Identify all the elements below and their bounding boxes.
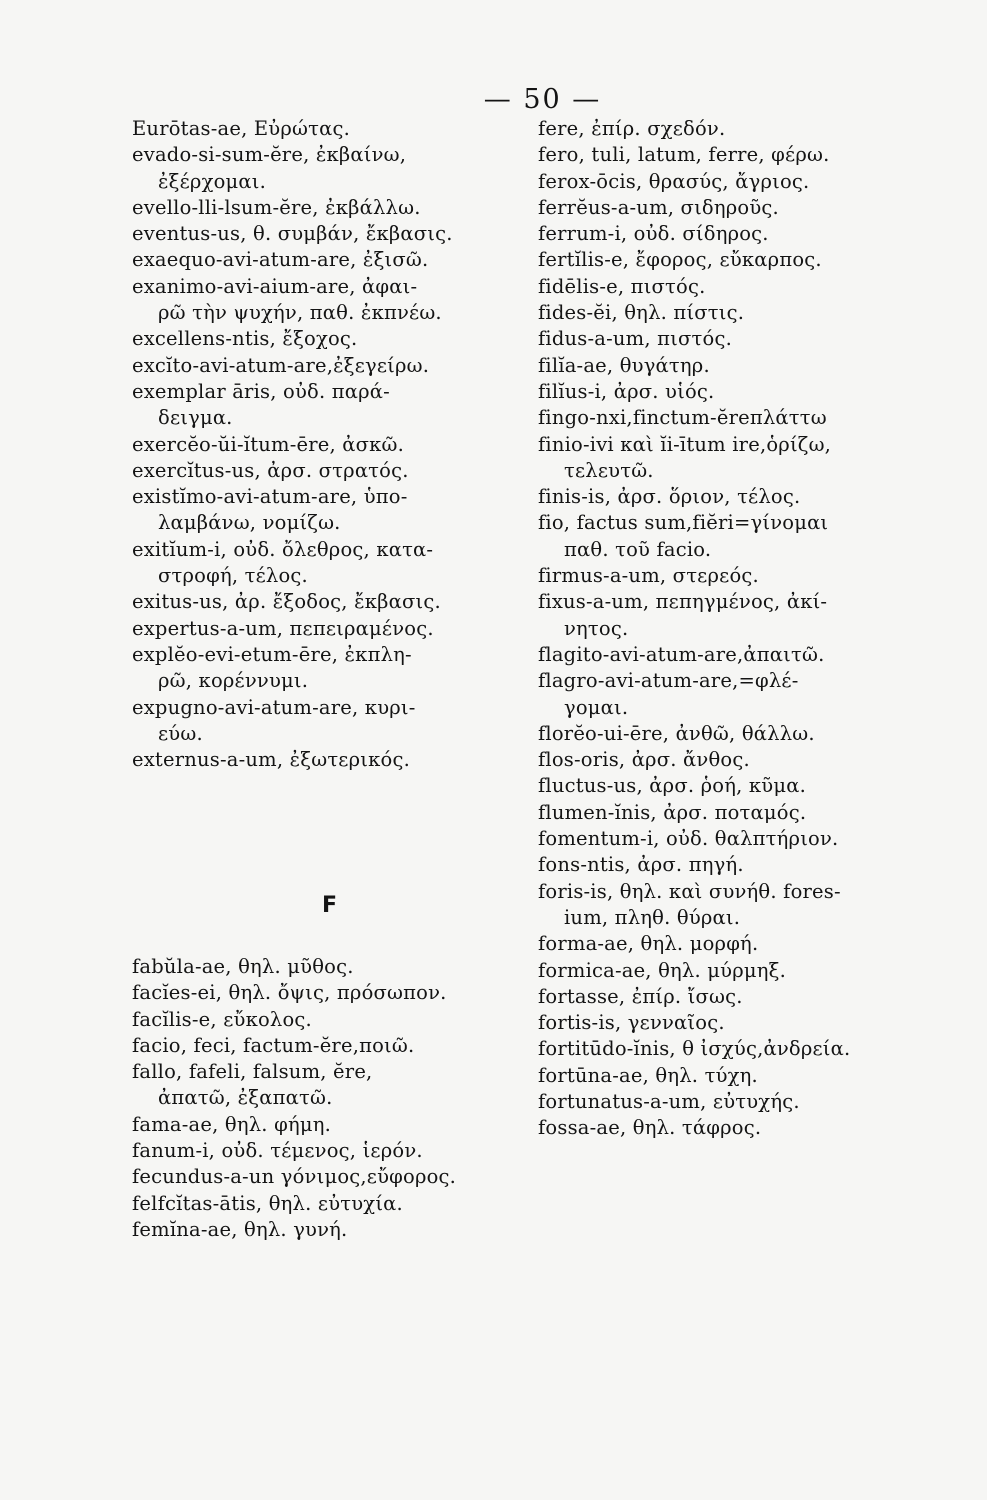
dictionary-entry-line: fallo, fafeli, falsum, ĕre, bbox=[132, 1060, 373, 1084]
dictionary-entry-line: flagito-avi-atum-are,ἀπαιτῶ. bbox=[538, 642, 825, 666]
dictionary-entry-line: ferrĕus-a-um, σιδηροῦς. bbox=[538, 195, 779, 219]
dictionary-entry-line: facio, feci, factum-ĕre,ποιῶ. bbox=[132, 1033, 415, 1057]
dictionary-entry-line: fortis-is, γενναῖος. bbox=[538, 1011, 725, 1035]
dictionary-entry-line: ferox-ōcis, θρασύς, ἄγριος. bbox=[538, 169, 810, 193]
dictionary-entry-line: flos-oris, ἀρσ. ἄνθος. bbox=[538, 748, 750, 772]
dictionary-entry-line: στροφή, τέλος. bbox=[158, 564, 308, 588]
dictionary-entry-line: fidus-a-um, πιστός. bbox=[538, 327, 732, 351]
dictionary-entry-line: fingo-nxi,finctum-ĕreπλάττω bbox=[538, 406, 827, 430]
dictionary-entry-line: eventus-us, θ. συμβάν, ἔκβασις. bbox=[132, 222, 453, 246]
right-column bbox=[538, 116, 958, 1142]
dictionary-entry-line: evello-lli-lsum-ĕre, ἐκβάλλω. bbox=[132, 195, 421, 219]
dictionary-entry-line: foris-is, θηλ. καὶ συνήθ. fores- bbox=[538, 879, 841, 903]
dictionary-entry-line: δειγμα. bbox=[158, 406, 233, 430]
dictionary-entry-line: fama-ae, θηλ. φήμη. bbox=[132, 1112, 331, 1136]
dictionary-entry-line: excellens-ntis, ἔξοχος. bbox=[132, 327, 358, 351]
dictionary-entry-line: fecundus-a-un γόνιμος,εὔφορος. bbox=[132, 1165, 457, 1189]
dictionary-entry-line: fides-ĕi, θηλ. πίστις. bbox=[538, 301, 745, 325]
dictionary-entry-line: formica-ae, θηλ. μύρμηξ. bbox=[538, 958, 786, 982]
dictionary-entry-line: existĭmo-avi-atum-are, ὑπο- bbox=[132, 485, 408, 509]
dictionary-entry-line: facĭlis-e, εὔκολος. bbox=[132, 1007, 312, 1031]
dictionary-entry-line: expugno-avi-atum-are, κυρι- bbox=[132, 695, 416, 719]
dictionary-entry-line: ρῶ τὴν ψυχήν, παθ. ἐκπνέω. bbox=[158, 301, 442, 325]
dictionary-entry-line: evado-si-sum-ĕre, ἐκβαίνω, bbox=[132, 143, 407, 167]
dictionary-entry-line: firmus-a-um, στερεός. bbox=[538, 564, 759, 588]
dictionary-entry-line: Eurōtas-ae, Εὐρώτας. bbox=[132, 117, 351, 140]
dictionary-entry-line: exaequo-avi-atum-are, ἐξισῶ. bbox=[132, 248, 429, 272]
dictionary-entry-line: fossa-ae, θηλ. τάφρος. bbox=[538, 1116, 762, 1140]
dictionary-entry-line: fertĭlis-e, ἔφορος, εὔκαρπος. bbox=[538, 248, 822, 272]
dictionary-entry-line: flagro-avi-atum-are,=φλέ- bbox=[538, 669, 799, 693]
dictionary-entry-line: exitĭum-i, οὐδ. ὄλεθρος, κατα- bbox=[132, 537, 434, 561]
dictionary-entry-line: fidēlis-e, πιστός. bbox=[538, 274, 706, 298]
left-column bbox=[132, 116, 532, 773]
section-heading-letter: F bbox=[322, 893, 338, 918]
dictionary-entry-line: expertus-a-um, πεπειραμένος. bbox=[132, 616, 434, 640]
dictionary-entry-line: νητος. bbox=[564, 616, 629, 640]
page-number: — 50 — bbox=[483, 84, 602, 115]
dictionary-entry-line: τελευτῶ. bbox=[564, 458, 654, 482]
dictionary-entry-line: fanum-i, οὐδ. τέμενος, ἱερόν. bbox=[132, 1139, 423, 1163]
dictionary-entry-line: ἀπατῶ, ἐξαπατῶ. bbox=[158, 1086, 333, 1110]
dictionary-entry-line: fabŭla-ae, θηλ. μῦθος. bbox=[132, 955, 354, 978]
dictionary-entry-line: exanimo-avi-aium-are, ἀφαι- bbox=[132, 274, 418, 298]
dictionary-entry-line: exemplar āris, οὐδ. παρά- bbox=[132, 379, 390, 403]
dictionary-entry-line: exercĭtus-us, ἀρσ. στρατός. bbox=[132, 458, 409, 482]
dictionary-entry-line: femĭna-ae, θηλ. γυνή. bbox=[132, 1217, 348, 1241]
dictionary-entry-line: explĕo-evi-etum-ēre, ἐκπλη- bbox=[132, 642, 412, 666]
dictionary-entry-line: fixus-a-um, πεπηγμένος, ἀκί- bbox=[538, 590, 828, 614]
dictionary-entry-line: externus-a-um, ἐξωτερικός. bbox=[132, 748, 410, 772]
dictionary-entry-line: fortitūdo-ĭnis, θ ἰσχύς,ἀνδρεία. bbox=[538, 1037, 851, 1061]
dictionary-entry-line: fortūna-ae, θηλ. τύχη. bbox=[538, 1063, 758, 1087]
dictionary-entry-line: fortunatus-a-um, εὐτυχής. bbox=[538, 1089, 800, 1113]
left-column-f-section bbox=[132, 954, 532, 1243]
dictionary-entry-line: γομαι. bbox=[564, 695, 629, 719]
dictionary-entry-line: fio, factus sum,fiĕri=γίνομαι bbox=[538, 511, 829, 535]
dictionary-entry-line: flumen-ĭnis, ἀρσ. ποταμός. bbox=[538, 800, 807, 824]
dictionary-entry-line: fomentum-i, οὐδ. θαλπτήριον. bbox=[538, 827, 839, 851]
dictionary-entry-line: fere, ἐπίρ. σχεδόν. bbox=[538, 117, 726, 140]
dictionary-entry-line: fluctus-us, ἀρσ. ῥοή, κῦμα. bbox=[538, 774, 806, 798]
dictionary-entry-line: exercĕo-ŭi-ĭtum-ēre, ἀσκῶ. bbox=[132, 432, 405, 456]
dictionary-entry-line: fons-ntis, ἀρσ. πηγή. bbox=[538, 853, 744, 877]
dictionary-entry-line: finio-ivi καὶ ĭi-ītum ire,ὁρίζω, bbox=[538, 432, 832, 456]
dictionary-entry-line: ἐξέρχομαι. bbox=[158, 169, 267, 193]
dictionary-entry-line: felfcĭtas-ātis, θηλ. εὐτυχία. bbox=[132, 1191, 403, 1215]
dictionary-entry-line: λαμβάνω, νομίζω. bbox=[158, 511, 341, 535]
dictionary-entry-line: florĕo-ui-ēre, ἀνθῶ, θάλλω. bbox=[538, 721, 815, 745]
dictionary-entry-line: forma-ae, θηλ. μορφή. bbox=[538, 932, 759, 956]
dictionary-entry-line: excĭto-avi-atum-are,ἐξεγείρω. bbox=[132, 353, 430, 377]
dictionary-entry-line: εύω. bbox=[158, 721, 203, 745]
dictionary-entry-line: fortasse, ἐπίρ. ἴσως. bbox=[538, 984, 743, 1008]
dictionary-entry-line: filĭus-i, ἀρσ. υἱός. bbox=[538, 379, 715, 403]
dictionary-entry-line: facĭes-ei, θηλ. ὄψις, πρόσωπον. bbox=[132, 981, 447, 1005]
dictionary-entry-line: παθ. τοῦ facio. bbox=[564, 537, 712, 561]
dictionary-entry-line: ferrum-i, οὐδ. σίδηρος. bbox=[538, 222, 769, 246]
dictionary-entry-line: exitus-us, ἀρ. ἔξοδος, ἔκβασις. bbox=[132, 590, 441, 614]
dictionary-entry-line: filĭa-ae, θυγάτηρ. bbox=[538, 353, 710, 377]
dictionary-entry-line: fero, tuli, latum, ferre, φέρω. bbox=[538, 143, 830, 167]
dictionary-entry-line: ium, πληθ. θύραι. bbox=[564, 905, 741, 929]
dictionary-entry-line: ρῶ, κορέννυμι. bbox=[158, 669, 309, 693]
dictionary-entry-line: finis-is, ἀρσ. ὅριον, τέλος. bbox=[538, 485, 801, 509]
